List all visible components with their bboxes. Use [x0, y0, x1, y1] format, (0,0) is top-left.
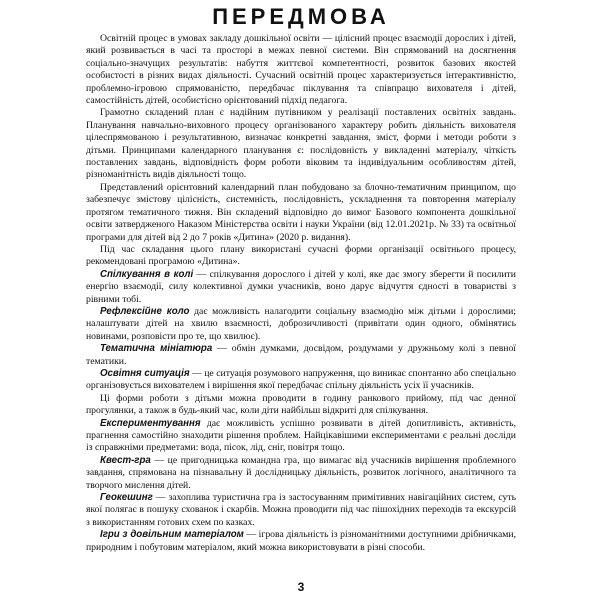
term-text: дає можливість налагодити соціальну взаємодію між дітьми і дорослими; налаштувати дітей на хвилю взаємності, доброзичливості (привітати один одного, обмінятись новинами, розповісти про те, що хвилює).	[86, 305, 516, 342]
term-label: Ігри з довільним матеріалом	[100, 529, 244, 541]
term-paragraph	[86, 492, 516, 529]
term-paragraph	[86, 269, 516, 306]
term-text: — захоплива туристична гра із застосуванням примітивних навігаційних систем, суть якої полягає в пошуку схованок і скарбів. Можна проводити під час пішохідних переходів та екскурсій з використанням готових схем по казках.	[86, 492, 516, 528]
term-text: — спілкування дорослого і дітей у колі, яке дає змогу зберегти й посилити енергію взаємодії, силу колективної думки учасників, воно дарує відчуття єдності в товаристві з рівними тобі.	[86, 268, 516, 305]
text-body	[86, 33, 516, 554]
term-paragraph	[86, 368, 516, 393]
term-paragraph	[86, 529, 516, 554]
paragraph: Під час складання цього плану використані сучасні форми організації освітнього процесу, рекомендовані програмою «Дитина».	[86, 243, 516, 268]
paragraph: Освітній процес в умовах закладу дошкільної освіти — цілісний процес взаємодії дорослих і дітей, який розвивається в часі та просторі в межах певної системи. Він спрямований на досягнення соціально-значущих результатів: набуття життєвої компетентності, розвиток базових якостей особистості в різних видах діяльності. Сучасний освітній процес характеризується інтерактивністю, проблемно-ігровою спрямованістю, передбачає піклування та співпрацю вихователя і дітей, самостійність дітей, особистісно орієнтований підхід педагога.	[86, 33, 516, 107]
term-label: Геокешинг	[100, 492, 153, 504]
paragraph: Представлений орієнтовний календарний план побудовано за блочно-тематичним принципом, що забезпечує змістову цілісність, системність, послідовність, ускладнення та повторення матеріалу протягом тематичного тижня. Він складений відповідно до вимог Базового компонента дошкільної освіти затвердженого Наказом Міністерства освіти і науки України (від 12.01.2021р. № 33) та освітньої програми для дітей від 2 до 7 років «Дитина» (2020 р. видання).	[86, 181, 516, 243]
term-label: Тематична мініатюра	[100, 343, 213, 355]
term-label: Квест-гра	[100, 454, 151, 466]
document-page	[86, 0, 516, 600]
term-paragraph	[86, 343, 516, 368]
paragraph: Грамотно складений план є надійним путівником у реалізації поставлених освітніх завдань. Планування навчально-виховного процесу організованого характеру робить діяльність вихователя цілеспрямованою і результативною, визначає конкретні завдання, зміст, форми і методи роботи з дітьми. Принципами календарного планування є: послідовність у викладенні матеріалу, чіткість поставлених завдань, відповідність форм роботи віковим та індивідуальним особливостям дітей, різноманітність видів діяльності тощо.	[86, 107, 516, 181]
term-label: Експериментування	[100, 417, 201, 429]
term-paragraph	[86, 455, 516, 492]
page-title: ПЕРЕДМОВА	[212, 4, 390, 29]
term-label: Спілкування в колі	[100, 268, 194, 280]
term-paragraph	[86, 306, 516, 343]
term-label: Освітня ситуація	[100, 367, 190, 379]
page-number: 3	[297, 580, 305, 594]
term-text: дає можливість успішно розвивати в дітей допитливість, активність, прагнення самостійно знаходити рішення проблем. Найцікавішими експериментами є реальні досліди із справжніми предметами: вода, пісок, лід, сніг, повітря тощо.	[86, 417, 516, 454]
term-paragraph	[86, 418, 516, 455]
term-label: Рефлексійне коло	[100, 305, 190, 317]
term-text: — це пригодницька командна гра, що вимагає від учасників вирішення проблемного завдання, спрямована на пізнавальну й дослідницьку діяльність, розвиток логічного, аналітичного та творчого мислення дітей.	[86, 454, 516, 491]
term-text: — обмін думками, досвідом, роздумами у дружньому колі з певної тематики.	[86, 343, 516, 367]
term-text: — це ситуація розумового напруження, що виникає спонтанно або спеціально організовується вихователем і вирішення якої передбачає спільну діяльність усіх її учасників.	[86, 367, 517, 392]
term-text: — ігрова діяльність із різноманітними доступними дрібничками, природним і побутовим матеріалом, який можна використовувати в різні способи.	[86, 529, 516, 553]
paragraph: Ці форми роботи з дітьми можна проводити в годину ранкового прийому, під час денної прогулянки, а також в будь-який час, коли діти найбільш відкриті для спілкування.	[86, 392, 516, 417]
